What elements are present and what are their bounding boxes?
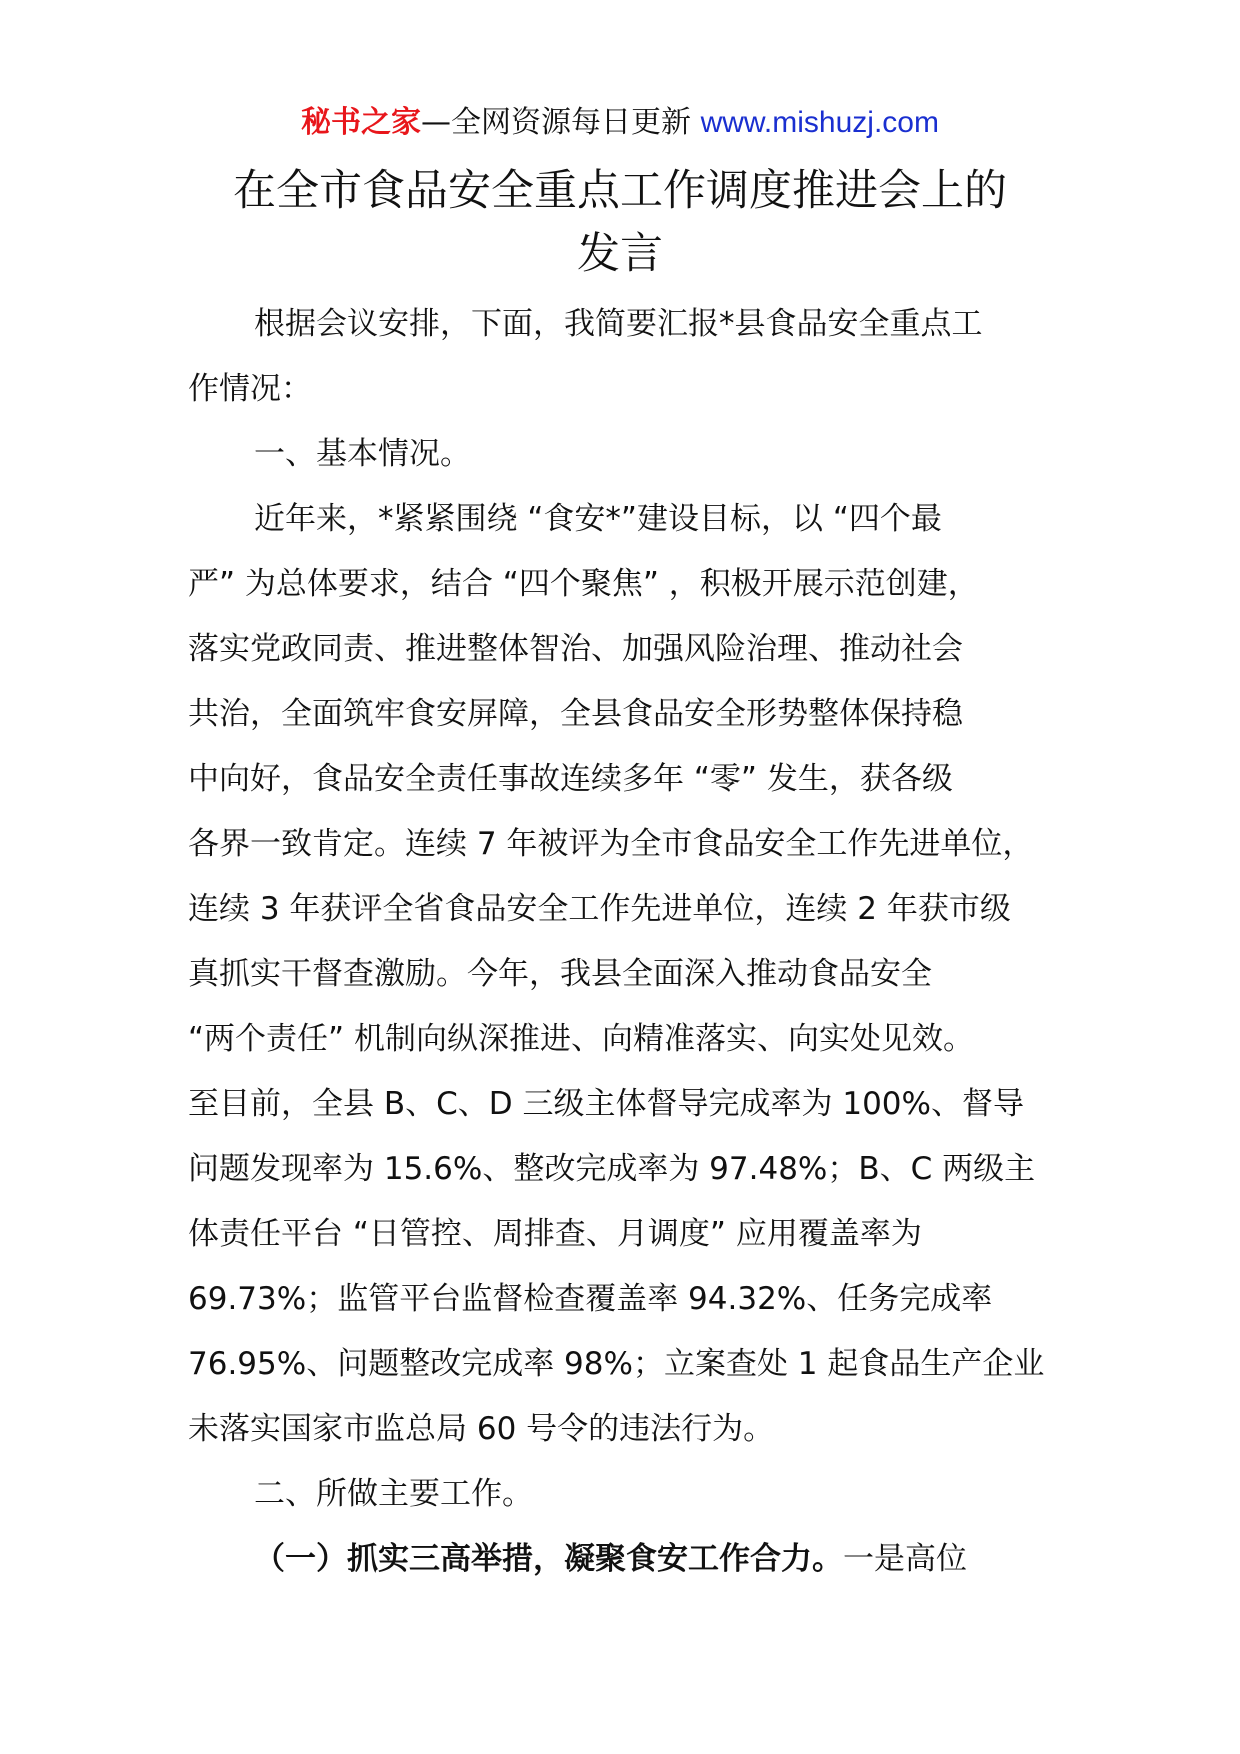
- subsection-text: 一是高位: [843, 1541, 967, 1577]
- brand-name: 秘书之家: [301, 105, 422, 140]
- body-line: 69.73%；监管平台监督检查覆盖率 94.32%、任务完成率: [188, 1281, 993, 1317]
- body-line: 共治，全面筑牢食安屏障，全县食品安全形势整体保持稳: [188, 696, 963, 732]
- body-line: 体责任平台 “日管控、周排查、月调度” 应用覆盖率为: [188, 1216, 922, 1252]
- body-line: 各界一致肯定。连续 7 年被评为全市食品安全工作先进单位，: [188, 826, 1034, 862]
- document-title: [160, 160, 1080, 286]
- body-line: 未落实国家市监总局 60 号令的违法行为。: [188, 1411, 775, 1447]
- body-line: 严” 为总体要求，结合 “四个聚焦” ，积极开展示范创建，: [188, 566, 979, 602]
- body-line: 近年来，*紧紧围绕 “食安*”建设目标，以 “四个最: [254, 501, 942, 537]
- body-line: 中向好，食品安全责任事故连续多年 “零” 发生，获各级: [188, 761, 953, 797]
- body-line: 至目前，全县 B、C、D 三级主体督导完成率为 100%、督导: [188, 1086, 1024, 1122]
- body-line: 作情况：: [188, 371, 312, 407]
- site-header: [0, 101, 1240, 145]
- body-line: 根据会议安排，下面，我简要汇报*县食品安全重点工: [254, 306, 983, 342]
- section-heading-1: 一、基本情况。: [254, 436, 471, 472]
- title-line-2: 发言: [577, 229, 663, 279]
- subsection-line: [188, 1527, 1088, 1592]
- body-line: 连续 3 年获评全省食品安全工作先进单位，连续 2 年获市级: [188, 891, 1011, 927]
- section-heading-2: 二、所做主要工作。: [254, 1476, 533, 1512]
- body-line: 问题发现率为 15.6%、整改完成率为 97.48%；B、C 两级主: [188, 1151, 1036, 1187]
- site-url: www.mishuzj.com: [700, 106, 939, 139]
- document-body: [188, 292, 1088, 1592]
- body-line: 76.95%、问题整改完成率 98%；立案查处 1 起食品生产企业: [188, 1346, 1045, 1382]
- header-slogan: —全网资源每日更新: [421, 105, 701, 140]
- body-line: 真抓实干督查激励。今年，我县全面深入推动食品安全: [188, 956, 932, 992]
- title-line-1: 在全市食品安全重点工作调度推进会上的: [233, 166, 1007, 216]
- subsection-heading: （一）抓实三高举措，凝聚食安工作合力。: [254, 1541, 843, 1577]
- body-line: 落实党政同责、推进整体智治、加强风险治理、推动社会: [188, 631, 963, 667]
- body-line: “两个责任” 机制向纵深推进、向精准落实、向实处见效。: [188, 1021, 974, 1057]
